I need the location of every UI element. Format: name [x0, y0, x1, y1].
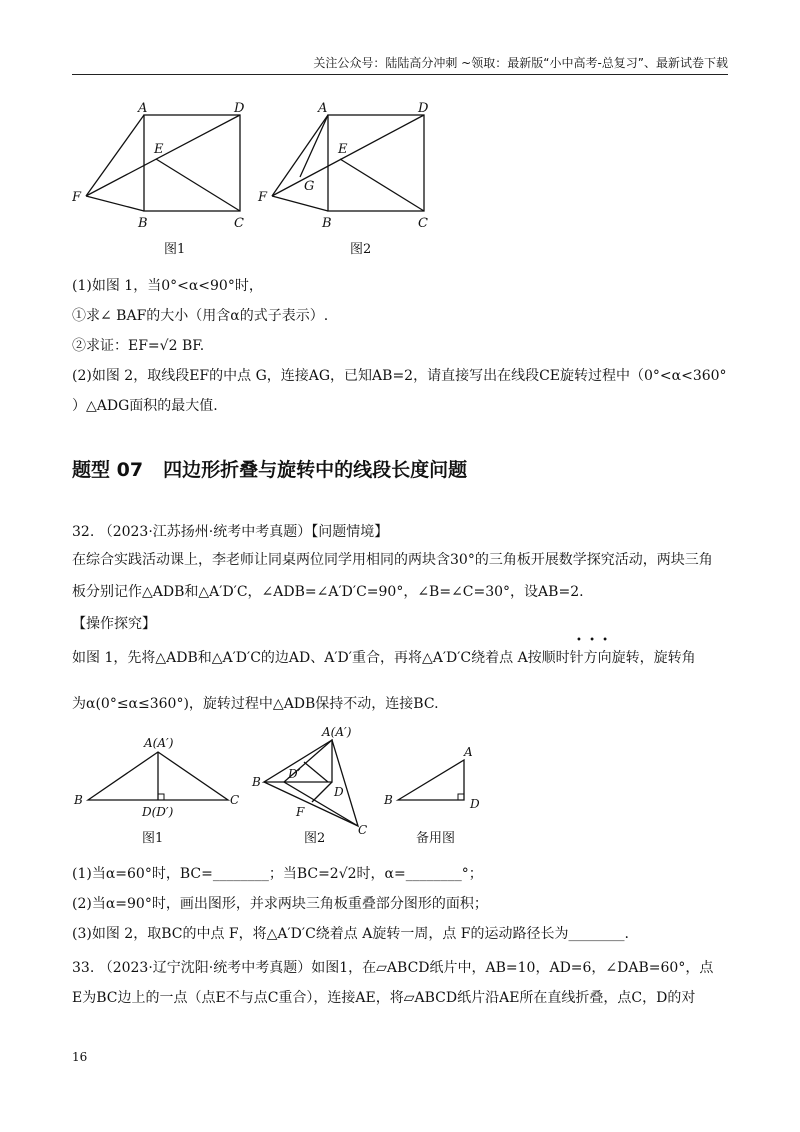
q32-fig3-label-A: A	[464, 745, 473, 759]
q32-line-9: (3)如图 2，取BC的中点 F，将△A′D′C绕着点 A旋转一周，点 F的运动路径长为________.	[72, 926, 629, 942]
fig2-label-A: A	[318, 101, 328, 116]
q33-line-1: 33. （2023·辽宁沈阳·统考中考真题）如图1，在▱ABCD纸片中，AB=10，AD=6，∠DAB=60°，点	[72, 960, 714, 976]
q32-fig2-label-B: B	[252, 775, 261, 789]
prev-q-line-3: ②求证：EF=√2 BF.	[72, 338, 205, 354]
q32-fig1-label-C: C	[230, 793, 240, 807]
fig2-label-F: F	[258, 190, 268, 205]
q32-line-7: (1)当α=60°时，BC=________；当BC=2√2时，α=________°；	[72, 866, 483, 882]
q32-fig3-label-D: D	[470, 797, 480, 811]
q32-fig1-label-A: A(A′)	[144, 736, 174, 750]
q32-fig3-caption: 备用图	[416, 831, 456, 846]
prev-q-line-5: ）△ADG面积的最大值.	[72, 398, 218, 414]
fig2-label-E: E	[338, 142, 348, 157]
fig1-caption: 图1	[164, 242, 186, 257]
section-heading	[72, 455, 487, 482]
q32-fig2-label-C: C	[358, 823, 368, 837]
q32-line-2: 在综合实践活动课上，李老师让同桌两位同学用相同的两块含30°的三角板开展数学探究活动，两块三角	[72, 552, 713, 568]
q32-fig2-label-F: F	[296, 805, 305, 819]
fig-top-1	[86, 115, 240, 211]
prev-q-line-4: (2)如图 2，取线段EF的中点 G，连接AG，已知AB=2，请直接写出在线段CE旋转过程中（0°<α<360°	[72, 368, 727, 384]
fig2-label-D: D	[418, 101, 429, 116]
q32-fig2-caption: 图2	[304, 831, 326, 846]
q32-fig2-label-A: A(A′)	[322, 725, 352, 739]
q32-line-1: 32. （2023·江苏扬州·统考中考真题）【问题情境】	[72, 524, 389, 540]
q32-fig2-label-D: D	[334, 785, 344, 799]
q32-line-5: 如图 1，先将△ADB和△A′D′C的边AD、A′D′重合，再将△A′D′C绕着点 A按顺时针方向旋转，旋转角	[72, 650, 696, 666]
fig1-label-E: E	[154, 142, 164, 157]
header-text: 关注公众号：陆陆高分冲刺 ~领取：最新版“小中高考-总复习”、最新试卷下载	[313, 56, 728, 70]
fig2-label-B: B	[322, 216, 332, 231]
q33-line-2: E为BC边上的一点（点E不与点C重合），连接AE，将▱ABCD纸片沿AE所在直线折叠，点C，D的对	[72, 990, 696, 1006]
q32-fig1-caption: 图1	[142, 831, 164, 846]
fig-top-2	[272, 115, 424, 211]
fig2-label-C: C	[418, 216, 428, 231]
q32-line-3: 板分别记作△ADB和△A′D′C，∠ADB=∠A′D′C=90°，∠B=∠C=30°，设AB=2.	[72, 584, 584, 600]
q32-fig1-label-D: D(D′)	[142, 805, 174, 819]
q32-fig1-label-B: B	[74, 793, 83, 807]
q32-line-8: (2)当α=90°时，画出图形，并求两块三角板重叠部分图形的面积；	[72, 896, 488, 912]
q32-fig-3	[398, 760, 464, 800]
prev-q-line-2: ①求∠ BAF的大小（用含α的式子表示）.	[72, 308, 329, 324]
fig1-label-C: C	[234, 216, 244, 231]
prev-q-line-1: (1)如图 1，当0°<α<90°时，	[72, 278, 263, 294]
figure-top	[72, 95, 472, 265]
fig2-label-G: G	[304, 179, 315, 194]
figure-q32	[72, 722, 512, 850]
fig2-caption: 图2	[350, 242, 372, 257]
fig1-label-B: B	[138, 216, 148, 231]
q32-line-4: 【操作探究】	[72, 616, 156, 632]
section-number: 题型 07	[72, 459, 144, 481]
fig1-label-A: A	[138, 101, 148, 116]
q32-fig2-label-Dp: D′	[288, 767, 301, 781]
fig1-label-F: F	[72, 190, 82, 205]
emphasis-dots: • • •	[576, 635, 611, 646]
q32-fig-2	[264, 740, 358, 826]
q32-line-6: 为α(0°≤α≤360°)，旋转过程中△ADB保持不动，连接BC.	[72, 696, 439, 712]
q32-fig3-label-B: B	[384, 793, 393, 807]
section-title: 四边形折叠与旋转中的线段长度问题	[163, 459, 468, 481]
q32-fig-1	[88, 752, 228, 800]
page-header	[72, 56, 728, 75]
page-number: 16	[72, 1050, 88, 1064]
fig1-label-D: D	[234, 101, 245, 116]
